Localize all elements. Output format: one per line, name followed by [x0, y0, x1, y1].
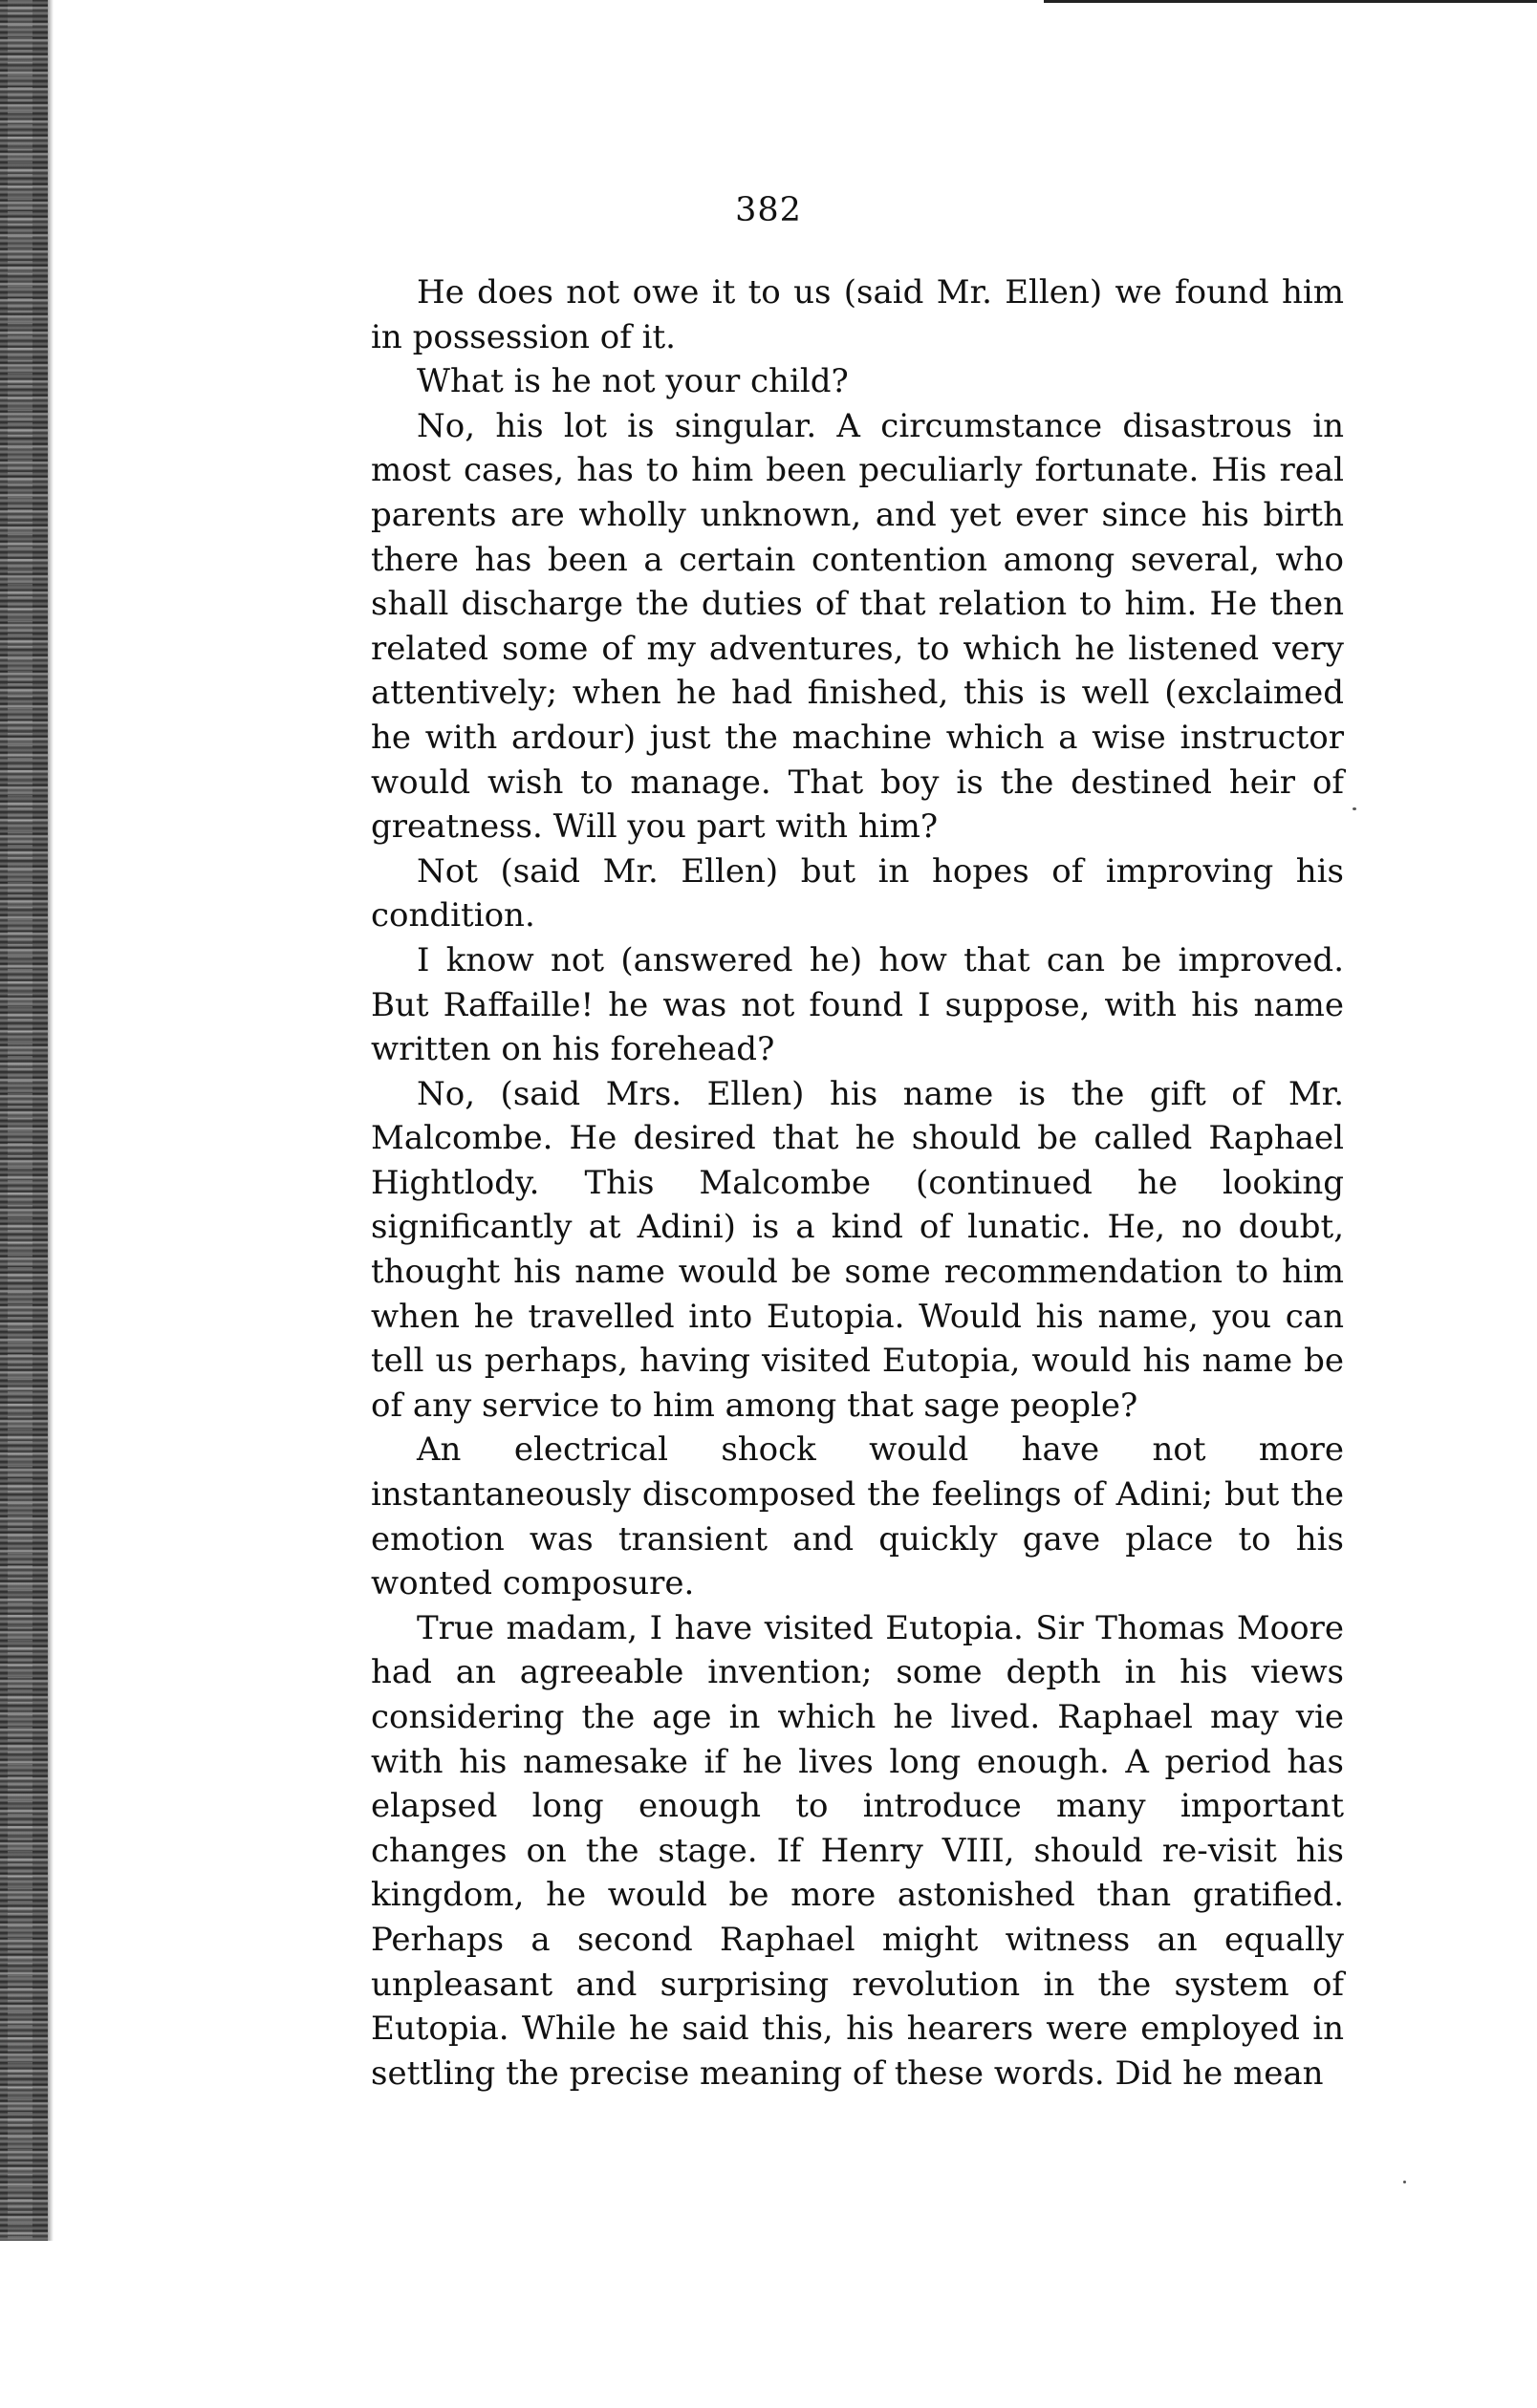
- scan-speck: [1403, 2181, 1406, 2183]
- paragraph: No, (said Mrs. Ellen) his name is the gift of Mr. Malcombe. He desired that he should be called Raphael Hightlody. This Malcombe (continued he looking significantly at Adini) is a kind of lunatic. He, no doubt, thought his name would be some recommendation to him when he travelled into Eutopia. Would his name, you can tell us perhaps, having visited Eutopia, would his name be of any service to him among that sage people?: [371, 1074, 1344, 1425]
- binding-texture: [8, 0, 32, 2241]
- page-number: 382: [735, 191, 802, 229]
- page-body-text: [371, 270, 1344, 2096]
- paragraph: No, his lot is singular. A circumstance disastrous in most cases, has to him been peculiarly fortunate. His real parents are wholly unknown, and yet ever since his birth there has been a certain contention among several, who shall discharge the duties of that relation to him. He then related some of my adventures, to which he listened very attentively; when he had finished, this is well (exclaimed he with ardour) just the machine which a wise instructor would wish to manage. That boy is the destined heir of greatness. Will you part with him?: [371, 406, 1344, 847]
- paragraph: He does not owe it to us (said Mr. Ellen) we found him in possession of it.: [371, 273, 1344, 356]
- top-edge-rule: [1044, 0, 1537, 3]
- paragraph: What is he not your child?: [417, 362, 849, 401]
- paragraph: True madam, I have visited Eutopia. Sir Thomas Moore had an agreeable invention; some depth in his views considering the age in which he lived. Raphael may vie with his namesake if he lives long enough. A period has elapsed long enough to introduce many important changes on the stage. If Henry VIII, should re-visit his kingdom, he would be more astonished than gratified. Perhaps a second Raphael might witness an equally unpleasant and surprising revolution in the system of Eutopia. While he said this, his hearers were employed in settling the precise meaning of these words. Did he mean: [371, 1608, 1344, 2093]
- book-binding-edge: [0, 0, 48, 2241]
- paragraph: An electrical shock would have not more instantaneously discomposed the feelings of Adini; but the emotion was transient and quickly gave place to his wonted composure.: [371, 1430, 1344, 1603]
- scan-speck: [1353, 807, 1356, 810]
- paragraph: Not (said Mr. Ellen) but in hopes of improving his condition.: [371, 851, 1344, 935]
- paragraph: I know not (answered he) how that can be improved. But Raffaille! he was not found I suppose, with his name written on his forehead?: [371, 940, 1344, 1069]
